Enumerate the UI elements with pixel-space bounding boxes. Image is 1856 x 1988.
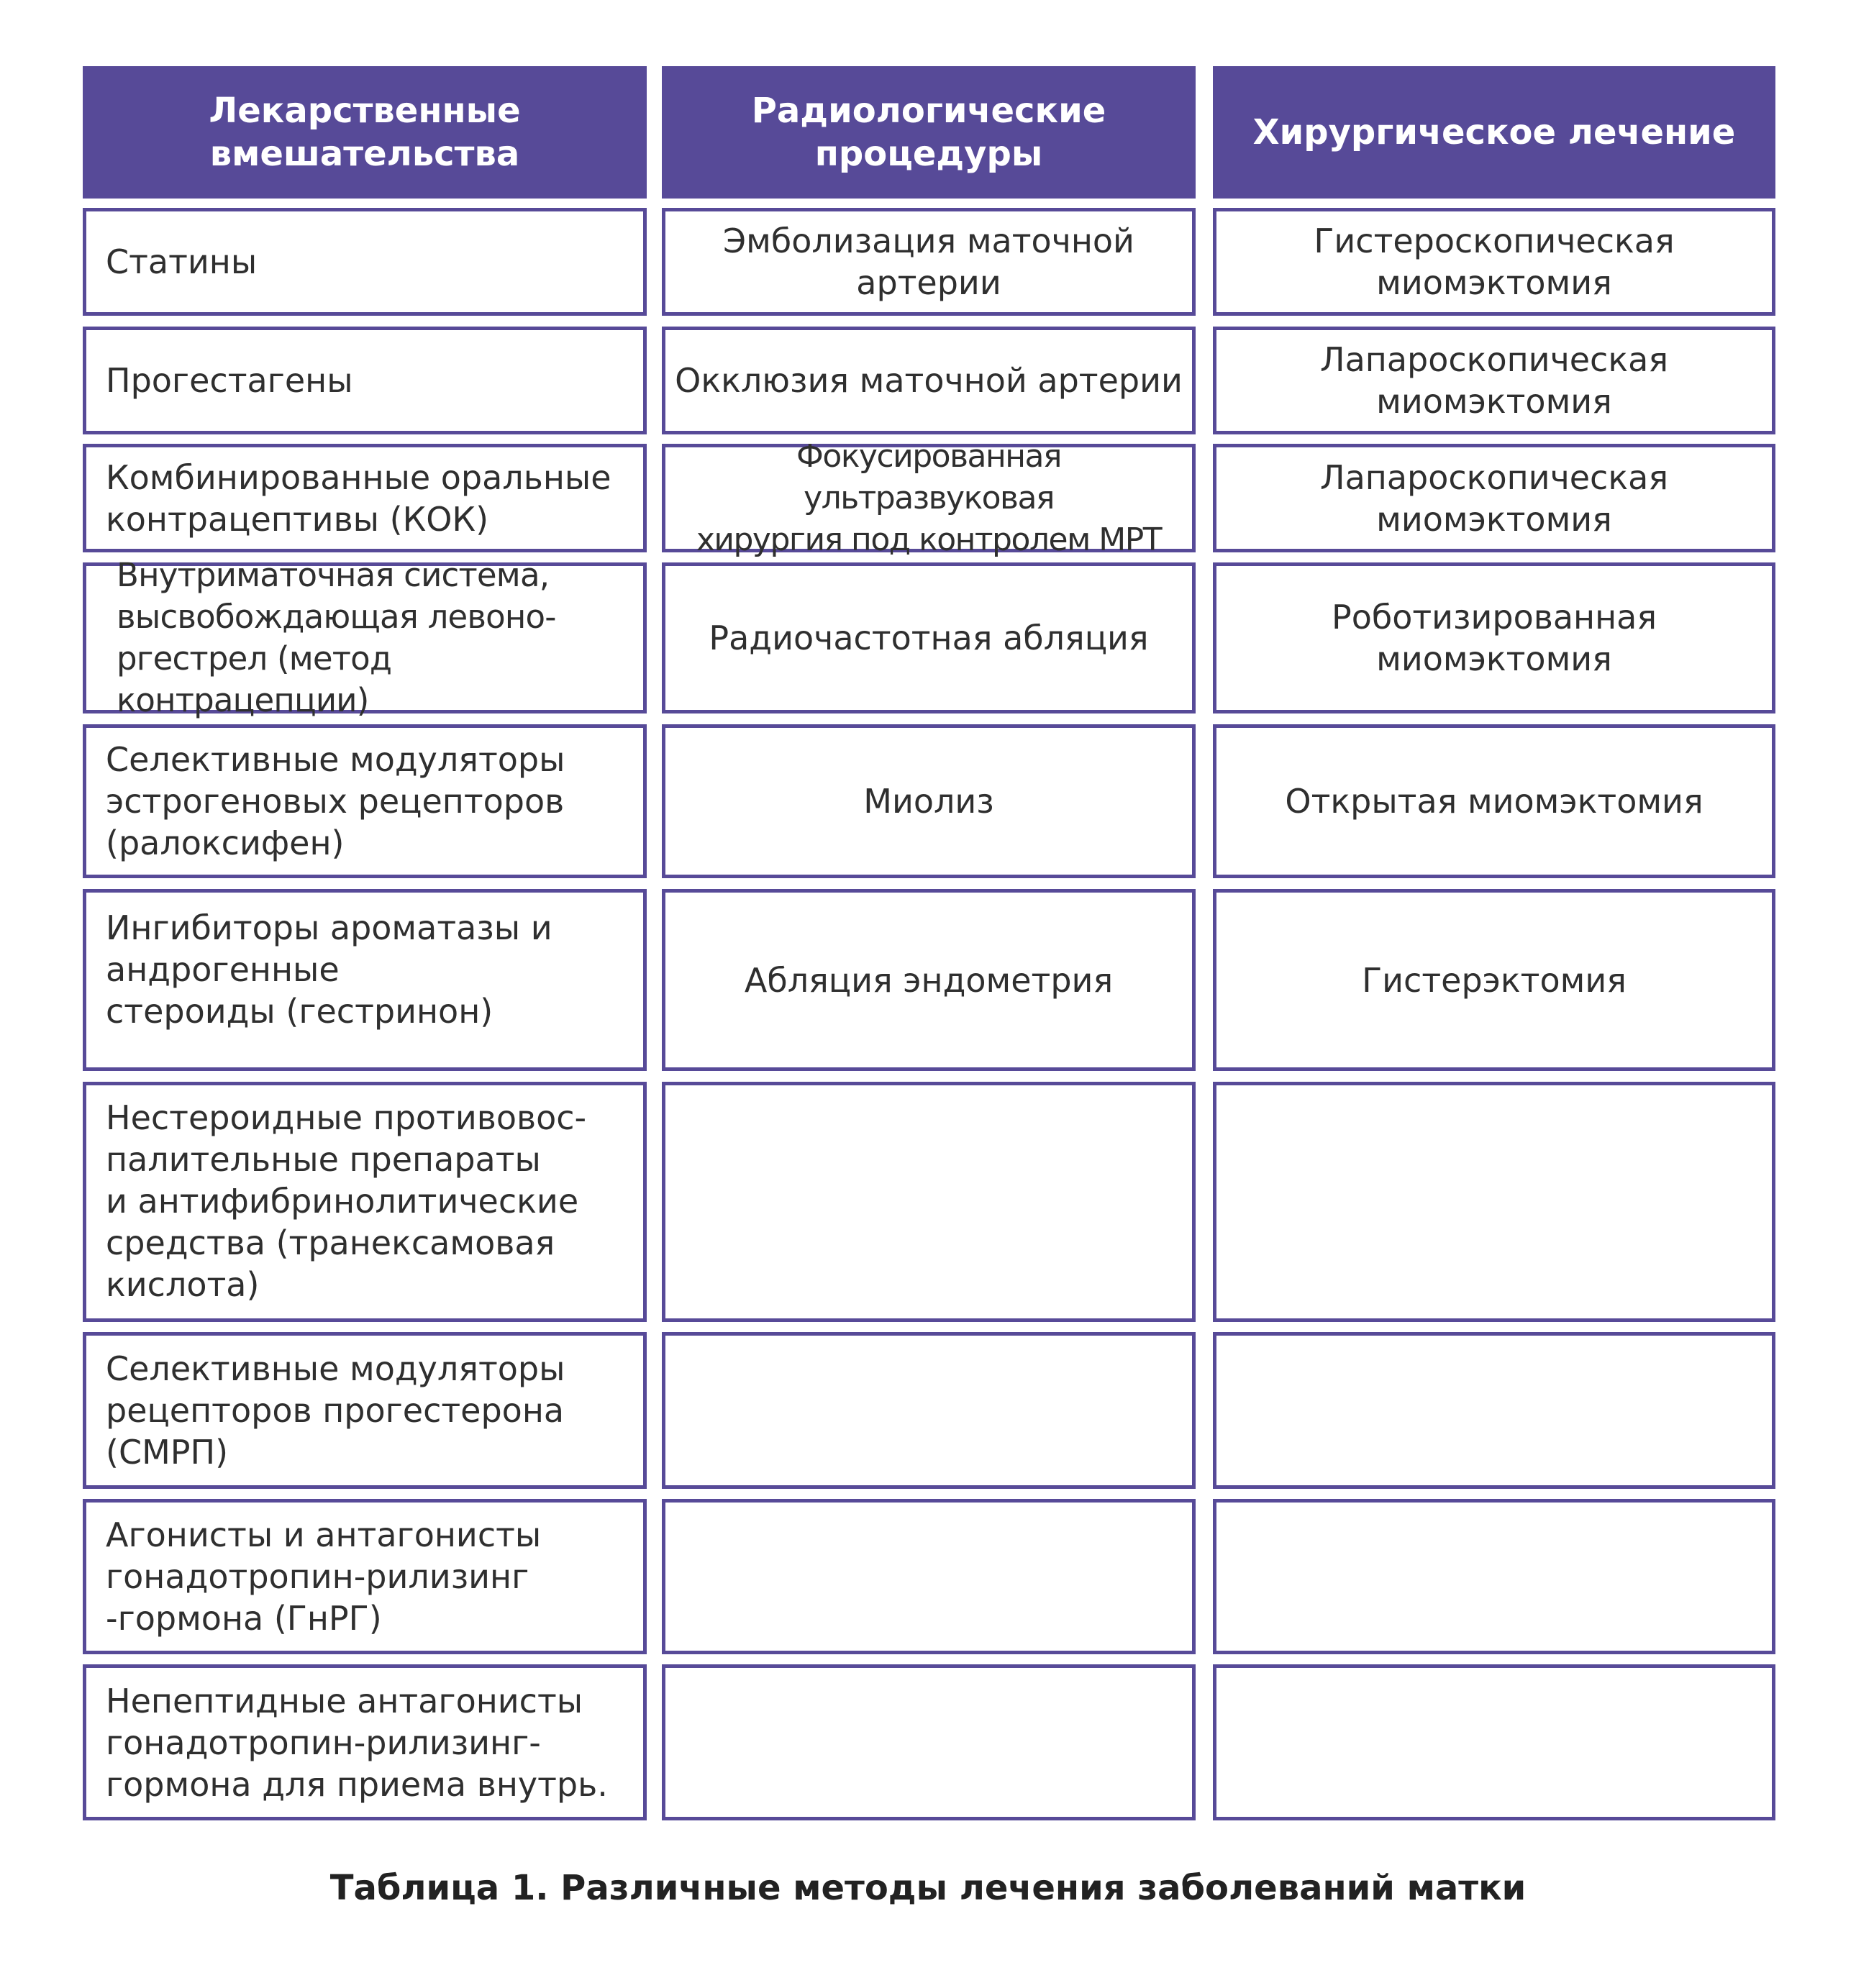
- table-cell-radiology-empty: [662, 1082, 1196, 1322]
- cell-text: Роботизированная миомэктомия: [1331, 598, 1657, 678]
- cell-text: Открытая миомэктомия: [1285, 782, 1703, 821]
- table-cell-surgery: [1213, 724, 1775, 878]
- cell-text: Прогестагены: [106, 361, 353, 400]
- table-cell-surgery: [1213, 562, 1775, 713]
- cell-text: Фокусированная ультразвуковая хирургия под контролем МРТ: [696, 437, 1162, 558]
- table-cell-radiology: [662, 724, 1196, 878]
- table-cell-radiology: [662, 889, 1196, 1071]
- table-cell-medication: [83, 327, 647, 434]
- cell-text: Гистерэктомия: [1362, 960, 1627, 1000]
- table-cell-medication: [83, 889, 647, 1071]
- cell-text: Лапароскопическая миомэктомия: [1320, 340, 1668, 421]
- cell-text: Непептидные антагонисты гонадотропин-рилизинг- гормона для приема внутрь.: [106, 1681, 608, 1804]
- table-cell-surgery-empty: [1213, 1664, 1775, 1820]
- cell-text: Гистероскопическая миомэктомия: [1314, 222, 1675, 302]
- cell-text: Ингибиторы ароматазы и андрогенные стероиды (гестринон): [106, 908, 552, 1031]
- header-medication-label: Лекарственные вмешательства: [209, 91, 521, 174]
- table-caption: Таблица 1. Различные методы лечения заболеваний матки: [329, 1868, 1527, 1908]
- cell-text: Нестероидные противовос- палительные препараты и антифибринолитические средства (транексамовая кислота): [106, 1098, 587, 1304]
- table-cell-medication: [83, 208, 647, 316]
- cell-text: Лапароскопическая миомэктомия: [1320, 457, 1668, 539]
- table-cell-radiology-empty: [662, 1332, 1196, 1489]
- cell-text: Комбинированные оральные контрацептивы (КОК): [106, 457, 611, 539]
- header-radiology: [662, 66, 1196, 199]
- table-cell-surgery: [1213, 444, 1775, 552]
- header-surgery-label: Хирургическое лечение: [1252, 112, 1736, 152]
- table-cell-medication: [83, 1332, 647, 1489]
- cell-text: Радиочастотная абляция: [709, 619, 1149, 657]
- header-medication: [83, 66, 647, 199]
- table-cell-radiology-empty: [662, 1664, 1196, 1820]
- table-cell-surgery: [1213, 327, 1775, 434]
- table-cell-radiology: [662, 208, 1196, 316]
- table-cell-medication: [83, 444, 647, 552]
- table-cell-radiology: [662, 437, 1196, 558]
- cell-text: Абляция эндометрия: [744, 960, 1114, 1000]
- table-cell-medication: [83, 556, 647, 719]
- cell-text: Агонисты и антагонисты гонадотропин-рилизинг -гормона (ГнРГ): [106, 1515, 542, 1638]
- cell-text: Внутриматочная система, высвобождающая левоно- ргестрел (метод контрацепции): [117, 556, 556, 719]
- table-cell-medication: [83, 724, 647, 878]
- table-cell-radiology: [662, 327, 1196, 434]
- table-cell-medication: [83, 1664, 647, 1820]
- table-cell-medication: [83, 1499, 647, 1654]
- table-cell-radiology-empty: [662, 1499, 1196, 1654]
- cell-text: Миолиз: [863, 782, 994, 821]
- table-cell-surgery-empty: [1213, 1499, 1775, 1654]
- cell-text: Эмболизация маточной артерии: [723, 222, 1134, 302]
- cell-text: Селективные модуляторы рецепторов прогестерона (СМРП): [106, 1349, 565, 1472]
- table-cell-surgery-empty: [1213, 1082, 1775, 1322]
- cell-text: Селективные модуляторы эстрогеновых рецепторов (ралоксифен): [106, 740, 565, 862]
- table-cell-surgery: [1213, 889, 1775, 1071]
- table-cell-surgery: [1213, 208, 1775, 316]
- header-surgery: [1213, 66, 1775, 199]
- header-radiology-label: Радиологические процедуры: [751, 91, 1106, 174]
- table-cell-medication: [83, 1082, 647, 1322]
- cell-text: Окклюзия маточной артерии: [675, 361, 1183, 400]
- table-cell-radiology: [662, 562, 1196, 713]
- table-cell-surgery-empty: [1213, 1332, 1775, 1489]
- cell-text: Статины: [106, 242, 258, 281]
